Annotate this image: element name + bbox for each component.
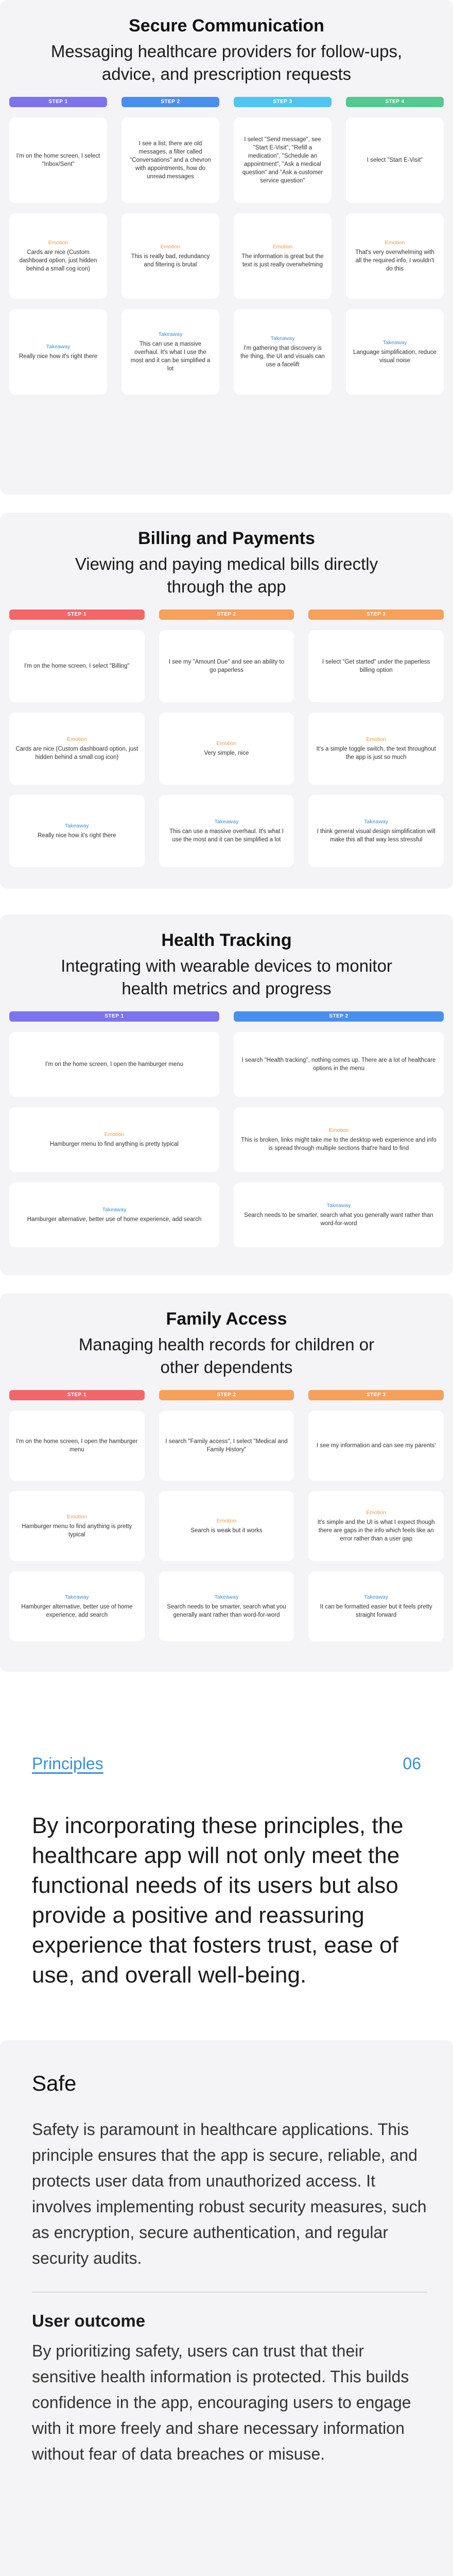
emotion-card — [308, 713, 444, 785]
action-card — [9, 1032, 219, 1097]
takeaway-tag: Takeaway — [158, 331, 183, 337]
step-badge: STEP 2 — [159, 1390, 294, 1400]
emotion-tag: Emotion — [160, 244, 181, 250]
step-badge: STEP 2 — [234, 1011, 444, 1022]
family-access-panel — [0, 1293, 453, 1672]
takeaway-text: Search needs to be smarter, search what you generally want rather than word-for-word — [244, 1212, 433, 1227]
section-subtitle: Messaging healthcare providers for follow-ups, advice, and prescription requests — [50, 42, 403, 83]
emotion-card — [159, 713, 294, 785]
action-text: I select "Send message", see "Start E-Visit", "Refill a medication", "Schedule an appointment", "Ask a medical question" and "Ask a customer service question" — [242, 137, 323, 184]
emotion-tag: Emotion — [272, 244, 293, 250]
takeaway-text: This can use a massive overhaul. It's what I use the most and it can be simplified a lot — [169, 828, 284, 843]
emotion-text: Hamburger menu to find anything is pretty typical — [50, 1141, 179, 1147]
step-badge: STEP 3 — [234, 97, 332, 107]
outcome-description: By prioritizing safety, users can trust that their sensitive health information is protected. This builds confidence in the app, encouraging users to engage with it more freely and share necessary information without fear of data breaches or misuse. — [32, 2342, 411, 2463]
emotion-card — [159, 1491, 294, 1561]
section-subtitle: Viewing and paying medical bills directly through the app — [75, 554, 378, 596]
action-card — [121, 117, 219, 203]
journey-grid — [9, 97, 444, 395]
action-text: I'm on the home screen, I select "Inbox/Sent" — [16, 153, 100, 167]
step-badge: STEP 2 — [159, 609, 294, 620]
action-text: I'm on the home screen, I open the hamburger menu — [45, 1061, 184, 1067]
emotion-card — [346, 213, 444, 299]
action-card — [159, 630, 294, 702]
action-card — [9, 630, 145, 702]
action-text: I see my information and can see my parents' — [316, 1443, 436, 1449]
section-title: Secure Communication — [129, 16, 324, 36]
takeaway-tag: Takeaway — [364, 819, 388, 825]
takeaway-card — [9, 1182, 219, 1247]
takeaway-card — [308, 1571, 444, 1641]
emotion-tag: Emotion — [67, 1514, 87, 1520]
takeaway-text: Search needs to be smarter, search what you generally want rather than word-for-word — [167, 1604, 286, 1618]
emotion-text: It's a simple toggle switch, the text throughout the app is just so much — [316, 746, 436, 760]
journey-grid — [9, 609, 444, 867]
action-card — [9, 1411, 145, 1481]
action-card — [234, 1032, 444, 1097]
section-subtitle: Managing health records for children or other dependents — [78, 1335, 375, 1377]
takeaway-card — [159, 1571, 294, 1641]
action-card — [308, 1411, 444, 1481]
takeaway-card — [9, 1571, 145, 1641]
action-text: I select "Get started" under the paperless billing option — [322, 659, 430, 673]
journey-grid — [9, 1011, 444, 1247]
takeaway-tag: Takeaway — [64, 1594, 89, 1600]
emotion-text: Cards are nice (Custom dashboard option, just hidden behind a small cog icon) — [15, 746, 138, 760]
emotion-text: That's very overwhelming with all the required info, I wouldn't do this — [355, 249, 434, 272]
step-badge: STEP 3 — [308, 1390, 444, 1400]
safe-panel — [0, 2040, 453, 2576]
takeaway-tag: Takeaway — [64, 823, 89, 829]
emotion-card — [234, 213, 332, 299]
emotion-card — [9, 1491, 145, 1561]
emotion-text: Cards are nice (Custom dashboard option, just hidden behind a small cog icon) — [19, 249, 97, 272]
emotion-tag: Emotion — [104, 1131, 125, 1138]
action-text: I search "Family access", I select "Medical and Family History" — [165, 1438, 288, 1453]
section-subtitle: Integrating with wearable devices to monitor health metrics and progress — [61, 956, 392, 998]
emotion-text: Hamburger menu to find anything is pretty typical — [22, 1523, 132, 1538]
action-card — [159, 1411, 294, 1481]
emotion-card — [9, 1107, 219, 1172]
takeaway-text: It can be formatted easier but it feels pretty straight forward — [320, 1604, 432, 1618]
principles-body: By incorporating these principles, the healthcare app will not only meet the functional needs of its users but also provide a positive and reassuring experience that fosters trust, ease of use, and overall well-being. — [32, 1813, 404, 1988]
emotion-text: Search is weak but it works — [190, 1528, 263, 1534]
step-badge: STEP 1 — [9, 97, 107, 107]
emotion-card — [234, 1107, 444, 1172]
journey-grid — [9, 1390, 444, 1641]
takeaway-text: Really nice how it's right there — [19, 353, 98, 360]
step-badge: STEP 3 — [308, 609, 444, 620]
safe-description: Safety is paramount in healthcare applications. This principle ensures that the app is secure, reliable, and protects user data from unauthorized access. It involves implementing robust security measures, such as encryption, secure authentication, and regular security audits. — [32, 2120, 427, 2267]
secure-communication-panel — [0, 0, 453, 495]
emotion-tag: Emotion — [48, 240, 68, 246]
takeaway-tag: Takeaway — [102, 1207, 127, 1213]
emotion-tag: Emotion — [216, 740, 237, 747]
emotion-tag: Emotion — [216, 1518, 237, 1524]
section-title: Family Access — [166, 1309, 287, 1329]
principles-number: 06 — [403, 1754, 421, 1773]
emotion-text: This is broken, links might take me to the desktop web experience and info is spread through multiple sections that're hard to find — [241, 1137, 437, 1151]
section-title: Health Tracking — [161, 930, 292, 950]
emotion-tag: Emotion — [366, 736, 386, 742]
takeaway-text: Language simplification, reduce visual noise — [353, 349, 437, 364]
emotion-tag: Emotion — [385, 240, 405, 246]
principles-header — [32, 1754, 421, 1773]
emotion-tag: Emotion — [328, 1127, 349, 1133]
emotion-card — [121, 213, 219, 299]
takeaway-tag: Takeaway — [46, 344, 71, 350]
action-card — [308, 630, 444, 702]
step-badge: STEP 1 — [9, 1390, 145, 1400]
action-text: I select "Start E-Visit" — [367, 157, 423, 163]
action-text: I'm on the home screen, I open the hamburger menu — [16, 1438, 138, 1453]
takeaway-tag: Takeaway — [214, 819, 239, 825]
action-card — [9, 117, 107, 203]
takeaway-tag: Takeaway — [270, 335, 295, 342]
emotion-card — [9, 713, 145, 785]
emotion-text: This is really bad, redundancy and filtering is brutal — [131, 253, 210, 268]
billing-payments-panel — [0, 513, 453, 889]
takeaway-tag: Takeaway — [382, 340, 407, 346]
section-title: Billing and Payments — [138, 529, 315, 548]
step-badge: STEP 4 — [346, 97, 444, 107]
emotion-tag: Emotion — [366, 1510, 386, 1516]
step-badge: STEP 1 — [9, 609, 145, 620]
safe-title: Safe — [32, 2071, 77, 2095]
takeaway-text: This can use a massive overhaul. It's what I use the most and it can be simplified a lot — [130, 341, 211, 372]
takeaway-card — [346, 309, 444, 395]
action-text: I search "Health tracking", nothing comes up. There are a lot of healthcare options in the menu — [241, 1057, 436, 1072]
takeaway-tag: Takeaway — [326, 1202, 351, 1209]
emotion-text: The information is great but the text is just really overwhelming — [241, 253, 324, 268]
outcome-title: User outcome — [32, 2311, 146, 2330]
takeaway-text: I think general visual design simplification will make this all that way less stressful — [317, 828, 435, 843]
action-text: I see a list, there are old messages, a filter called "Conversations" and a chevron with appointments, how do unread messages — [130, 141, 211, 180]
takeaway-card — [234, 1182, 444, 1247]
action-text: I'm on the home screen, I select "Billing" — [24, 663, 130, 669]
action-card — [346, 117, 444, 203]
health-tracking-panel — [0, 914, 453, 1275]
takeaway-text: Really nice how it's right there — [38, 833, 116, 839]
takeaway-card — [159, 795, 294, 867]
takeaway-text: Hamburger alternative, better use of home experience, add search — [27, 1216, 202, 1223]
action-card — [234, 117, 332, 203]
takeaway-text: I'm gathering that discovery is the thing, the UI and visuals can use a facelift — [240, 345, 325, 368]
step-badge: STEP 1 — [9, 1011, 219, 1022]
action-text: I see my "Amount Due" and see an ability to go paperless — [168, 659, 285, 673]
takeaway-card — [308, 795, 444, 867]
takeaway-card — [9, 309, 107, 395]
emotion-card — [308, 1491, 444, 1561]
step-badge: STEP 2 — [121, 97, 219, 107]
divider — [32, 2292, 427, 2293]
takeaway-card — [234, 309, 332, 395]
emotion-card — [9, 213, 107, 299]
takeaway-tag: Takeaway — [214, 1594, 239, 1600]
takeaway-tag: Takeaway — [364, 1594, 388, 1600]
takeaway-text: Hamburger alternative, better use of home experience, add search — [21, 1604, 133, 1618]
takeaway-card — [9, 795, 145, 867]
emotion-text: It's simple and the UI is what I expect though there are gaps in the info which feels like an error rather than a user gap — [317, 1519, 435, 1542]
emotion-text: Very simple, nice — [204, 750, 249, 756]
takeaway-card — [121, 309, 219, 395]
principles-label: Principles — [32, 1754, 103, 1773]
emotion-tag: Emotion — [67, 736, 87, 742]
